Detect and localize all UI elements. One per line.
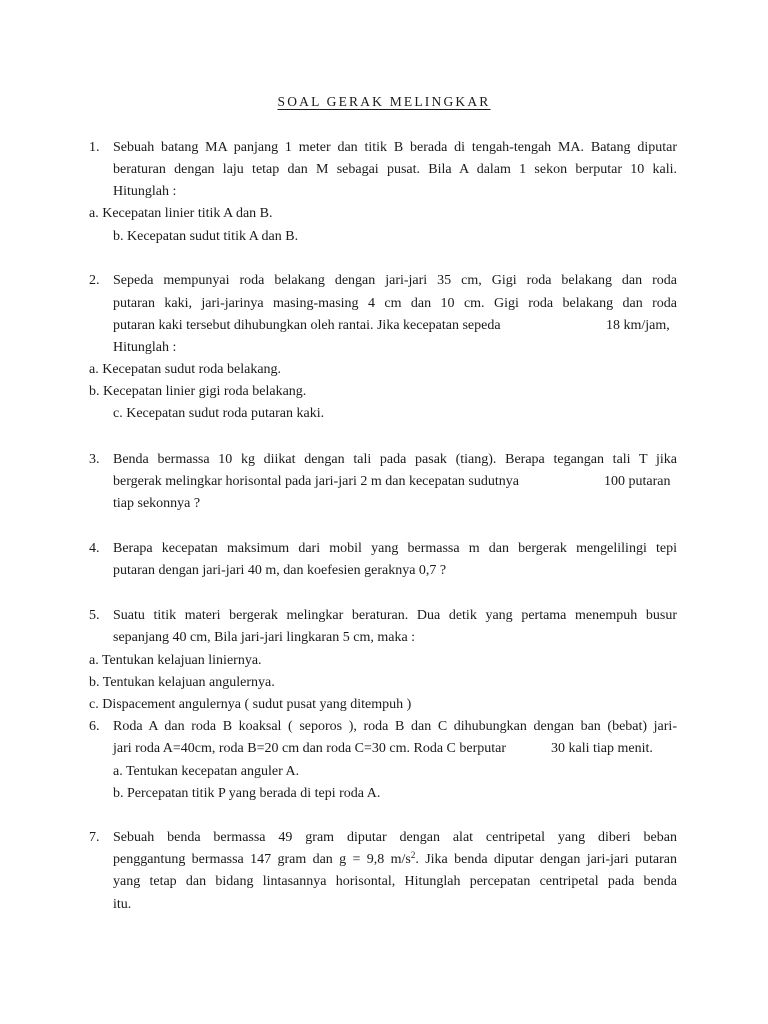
q1-number: 1. <box>89 140 100 155</box>
q3-line-2b: 100 putaran <box>604 474 671 489</box>
q2-line-1: Sepeda mempunyai roda belakang dengan jari-jari 35 cm, Gigi roda belakang dan roda <box>113 273 677 288</box>
q6-number: 6. <box>89 719 100 734</box>
q4-line-2: putaran dengan jari-jari 40 m, dan koefesien geraknya 0,7 ? <box>113 563 447 578</box>
q2-line-2: putaran kaki, jari-jarinya masing-masing 4 cm dan 10 cm. Gigi roda belakang dan roda <box>113 296 677 311</box>
q7-line-4: itu. <box>113 897 132 912</box>
q2-option-b: b. Kecepatan linier gigi roda belakang. <box>89 384 307 399</box>
q6-line-2: jari roda A=40cm, roda B=20 cm dan roda C=30 cm. Roda C berputar <box>113 741 507 756</box>
q2-option-a: a. Kecepatan sudut roda belakang. <box>89 362 282 377</box>
q3-number: 3. <box>89 452 100 467</box>
q6-line-2b: 30 kali tiap menit. <box>551 741 653 756</box>
page-title: SOAL GERAK MELINGKAR <box>277 94 491 109</box>
q1-option-a: a. Kecepatan linier titik A dan B. <box>89 206 273 221</box>
q7-line-2-part-b: . Jika benda diputar dengan jari-jari putaran <box>415 852 678 867</box>
q1-option-b: b. Kecepatan sudut titik A dan B. <box>113 229 299 244</box>
q1-line-1: Sebuah batang MA panjang 1 meter dan titik B berada di tengah-tengah MA. Batang diputar <box>113 140 677 155</box>
q6-option-b: b. Percepatan titik P yang berada di tepi roda A. <box>113 786 381 801</box>
q7-line-2 <box>113 849 677 871</box>
q5-number: 5. <box>89 608 100 623</box>
q3-line-3: tiap sekonnya ? <box>113 496 201 511</box>
q4-line-1: Berapa kecepatan maksimum dari mobil yang bermassa m dan bergerak mengelilingi tepi <box>113 541 677 556</box>
q3-line-2a: bergerak melingkar horisontal pada jari-jari 2 m dan kecepatan sudutnya <box>113 474 519 489</box>
q5-option-b: b. Tentukan kelajuan angulernya. <box>89 675 275 690</box>
q2-option-c: c. Kecepatan sudut roda putaran kaki. <box>113 406 325 421</box>
q1-line-3: Hitunglah : <box>113 184 177 199</box>
q2-line-3b: 18 km/jam, <box>606 318 670 333</box>
q5-option-a: a. Tentukan kelajuan liniernya. <box>89 653 262 668</box>
q7-line-1: Sebuah benda bermassa 49 gram diputar dengan alat centripetal yang diberi beban <box>113 830 677 845</box>
q7-superscript: 2 <box>410 850 416 860</box>
q7-line-3: yang tetap dan bidang lintasannya horisontal, Hitunglah percepatan centripetal pada benda <box>113 874 677 889</box>
q5-line-2: sepanjang 40 cm, Bila jari-jari lingkaran 5 cm, maka : <box>113 630 416 645</box>
q4-number: 4. <box>89 541 100 556</box>
q6-line-1: Roda A dan roda B koaksal ( seporos ), roda B dan C dihubungkan dengan ban (bebat) jari- <box>113 719 677 734</box>
q3-line-1: Benda bermassa 10 kg diikat dengan tali pada pasak (tiang). Berapa tegangan tali T jika <box>113 452 677 467</box>
q2-number: 2. <box>89 273 100 288</box>
q2-line-4: Hitunglah : <box>113 340 177 355</box>
q5-line-1: Suatu titik materi bergerak melingkar beraturan. Dua detik yang pertama menempuh busur <box>113 608 677 623</box>
q2-line-3a: putaran kaki tersebut dihubungkan oleh rantai. Jika kecepatan sepeda <box>113 318 501 333</box>
q7-line-2-part-a: penggantung bermassa 147 gram dan g = 9,8 m/s <box>113 852 411 867</box>
q1-line-2: beraturan dengan laju tetap dan M sebagai pusat. Bila A dalam 1 sekon berputar 10 kali. <box>113 162 677 177</box>
q7-number: 7. <box>89 830 100 845</box>
q5-option-c: c. Dispacement angulernya ( sudut pusat yang ditempuh ) <box>89 697 412 712</box>
q6-option-a: a. Tentukan kecepatan anguler A. <box>113 764 300 779</box>
